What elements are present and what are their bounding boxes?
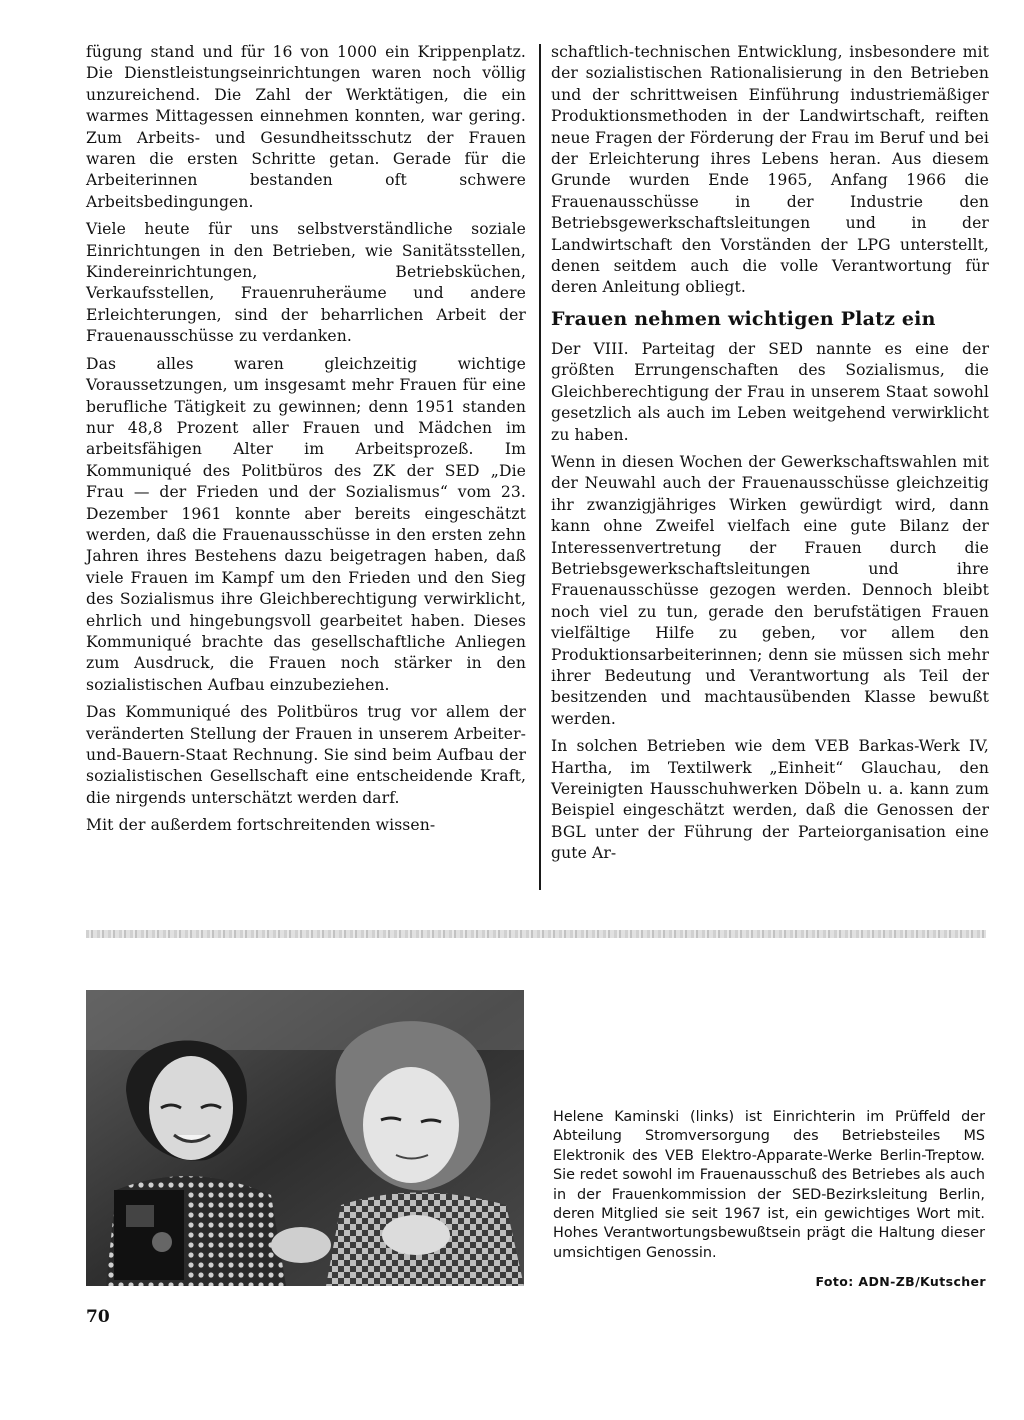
left-paragraph-5: Mit der außerdem fortschreitenden wissen- [86,816,436,835]
photo-two-women [86,990,524,1286]
photo-credit: Foto: ADN-ZB/Kutscher [815,1274,986,1289]
page-number: 70 [86,1307,110,1327]
left-text-column [86,42,526,843]
right-paragraph-1: Der VIII. Parteitag der SED nannte es eine der größten Errungenschaften des Sozialismus, die Gleichberechtigung der Frau in unserem Staat sowohl gesetzlich als auch im Leben weitgehend verwirklicht zu haben. [551,339,989,444]
column-divider [539,44,541,890]
photo-illustration [86,990,524,1286]
right-text-column [551,42,989,871]
right-paragraph-2: Wenn in diesen Wochen der Gewerkschaftswahlen mit der Neuwahl auch der Frauenausschüsse gleichzeitig ihr zwanzigjähriges Wirken gewürdigt wird, dann kann ohne Zweifel vielfach eine gute Bilanz der Interessenvertretung der Frauen durch die Betriebsgewerkschaftsleitungen und ihre Frauenausschüsse gezogen werden. Dennoch bleibt noch viel zu tun, gerade den berufstätigen Frauen vielfältige Hilfe zu geben, vor allem den Produktionsarbeiterinnen; denn sie müssen sich mehr ihrer Bedeutung und Verantwortung als Teil der besitzenden und machtausübenden Klasse bewußt werden. [551,452,989,728]
left-paragraph-4: Das Kommuniqué des Politbüros trug vor allem der veränderten Stellung der Frauen in unserem Arbeiter-und-Bauern-Staat Rechnung. Sie sind beim Aufbau der sozialistischen Gesellschaft eine entscheidende Kraft, die nirgends unterschätzt werden darf. [86,703,526,807]
right-paragraph-3: In solchen Betrieben wie dem VEB Barkas-Werk IV, Hartha, im Textilwerk „Einheit“ Glauchau, den Vereinigten Hausschuhwerken Döbeln u. a. kann zum Beispiel eingeschätzt werden, daß die Genossen der BGL unter der Führung der Parteiorganisation eine gute Ar- [551,737,989,863]
section-heading: Frauen nehmen wichtigen Platz ein [551,307,936,330]
separator-band [86,930,986,938]
right-intro-paragraph: schaftlich-technischen Entwicklung, insbesondere mit der sozialistischen Rationalisierung in den Betrieben und der schrittweisen Einführung industriemäßiger Produktionsmethoden in der Landwirtschaft, reiften neue Fragen der Förderung der Frau im Beruf und bei der Erleichterung ihres Lebens heran. Aus diesem Grunde wurden Ende 1965, Anfang 1966 die Frauenausschüsse in der Industrie den Betriebsgewerkschaftsleitungen und in der Landwirtschaft den Vorständen der LPG unterstellt, denen seitdem auch die volle Verantwortung für deren Anleitung obliegt. [551,43,989,297]
photo-caption: Helene Kaminski (links) ist Einrichterin im Prüffeld der Abteilung Stromversorgung des Betriebsteiles MS Elektronik des VEB Elektro-Apparate-Werke Berlin-Treptow. Sie redet sowohl im Frauenausschuß des Betriebes als auch in der Frauenkommission der SED-Bezirksleitung Berlin, deren Mitglied sie seit 1967 ist, ein gewichtiges Wort mit. Hohes Verantwortungsbewußtsein prägt die Haltung dieser umsichtigen Genossin. [553,1109,985,1261]
left-paragraph-1: fügung stand und für 16 von 1000 ein Krippenplatz. Die Dienstleistungseinrichtungen waren noch völlig unzureichend. Die Zahl der Werktätigen, die ein warmes Mittagessen einnehmen konnten, war gering. Zum Arbeits- und Gesundheitsschutz der Frauen waren die ersten Schritte getan. Gerade für die Arbeiterinnen bestanden oft schwere Arbeitsbedingungen. [86,43,526,211]
left-paragraph-3: Das alles waren gleichzeitig wichtige Voraussetzungen, um insgesamt mehr Frauen für eine berufliche Tätigkeit zu gewinnen; denn 1951 standen nur 48,8 Prozent aller Frauen und Mädchen im arbeitsfähigen Alter im Arbeitsprozeß. Im Kommuniqué des Politbüros des ZK der SED „Die Frau — der Frieden und der Sozialismus“ vom 23. Dezember 1961 konnte aber bereits eingeschätzt werden, daß die Frauenausschüsse in den ersten zehn Jahren ihres Bestehens dazu beigetragen haben, daß viele Frauen im Kampf um den Frieden und den Sieg des Sozialismus ihre Gleichberechtigung verwirklicht, ehrlich und hingebungsvoll gearbeitet haben. Dieses Kommuniqué brachte das gesellschaftliche Anliegen zum Ausdruck, die Frauen noch stärker in den sozialistischen Aufbau einzubeziehen. [86,354,526,694]
left-paragraph-2: Viele heute für uns selbstverständliche soziale Einrichtungen in den Betrieben, wie Sanitätsstellen, Kindereinrichtungen, Betriebsküchen, Verkaufsstellen, Frauenruheräume und andere Erleichterungen, sind der beharrlichen Arbeit der Frauenausschüsse zu verdanken. [86,220,526,346]
